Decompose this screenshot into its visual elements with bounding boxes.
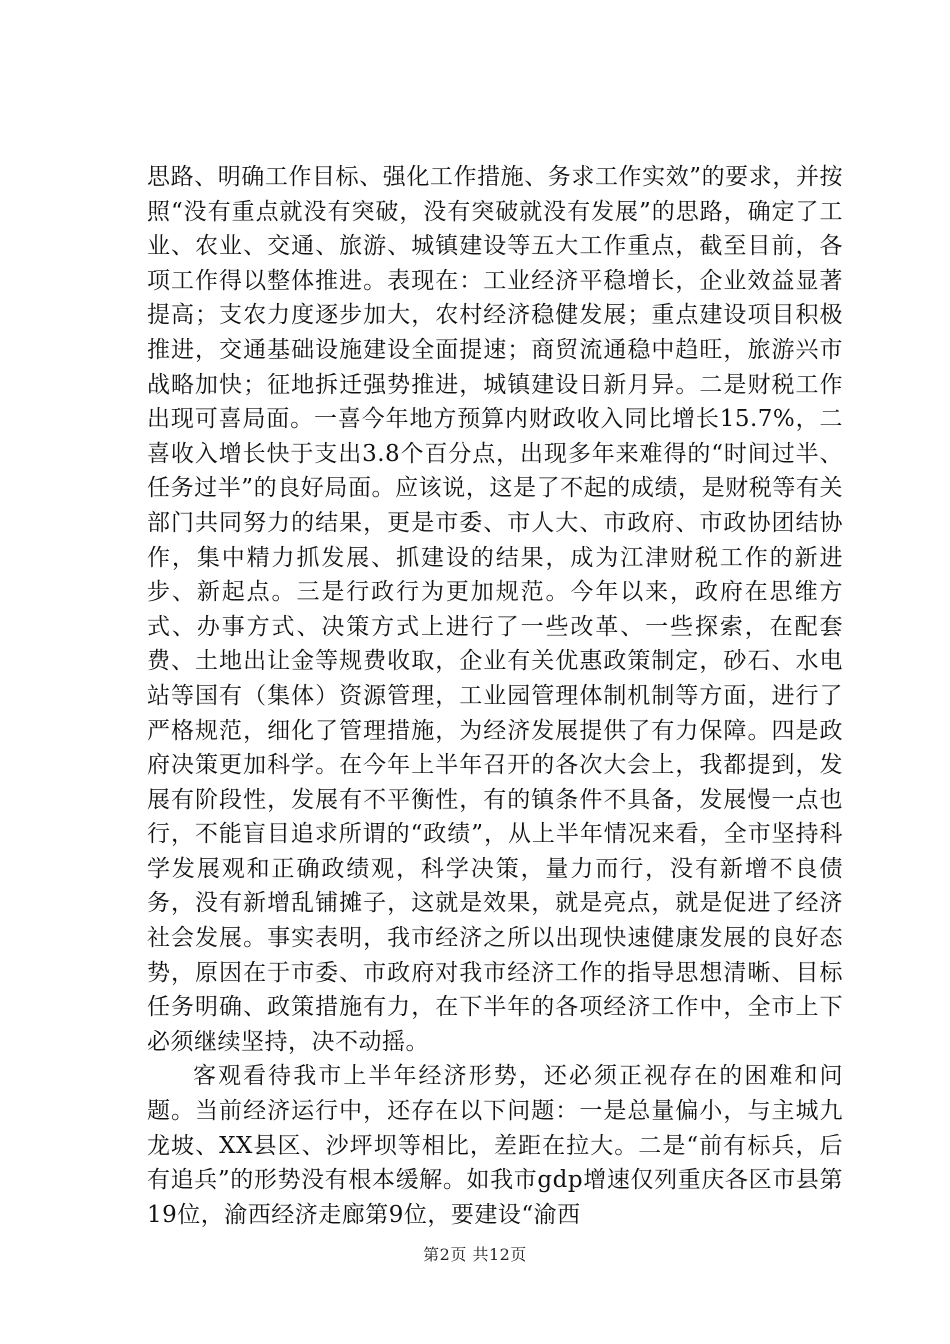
paragraph-problems: 客观看待我市上半年经济形势，还必须正视存在的困难和问题。当前经济运行中，还存在以下问题：一是总量偏小，与主城九龙坡、XX县区、沙坪坝等相比，差距在拉大。二是“前有标兵，后有追兵”的形势没有根本缓解。如我市gdp增速仅列重庆各区市县第19位，渝西经济走廊第9位，要建设“渝西 xyxy=(147,1063,843,1228)
paragraph-continued: 思路、明确工作目标、强化工作措施、务求工作实效”的要求，并按照“没有重点就没有突破，没有突破就没有发展”的思路，确定了工业、农业、交通、旅游、城镇建设等五大工作重点，截至目前，各项工作得以整体推进。表现在：工业经济平稳增长，企业效益显著提高；支农力度逐步加大，农村经济稳健发展；重点建设项目积极推进，交通基础设施建设全面提速；商贸流通稳中趋旺，旅游兴市战略加快；征地拆迁强势推进，城镇建设日新月异。二是财税工作出现可喜局面。一喜今年地方预算内财政收入同比增长15.7%，二喜收入增长快于支出3.8个百分点，出现多年来难得的“时间过半、任务过半”的良好局面。应该说，这是了不起的成绩，是财税等有关部门共同努力的结果，更是市委、市人大、市政府、市政协团结协作，集中精力抓发展、抓建设的结果，成为江津财税工作的新进步、新起点。三是行政行为更加规范。今年以来，政府在思维方式、办事方式、决策方式上进行了一些改革、一些探索，在配套费、土地出让金等规费收取，企业有关优惠政策制定，砂石、水电站等国有（集体）资源管理，工业园管理体制机制等方面，进行了严格规范，细化了管理措施，为经济发展提供了有力保障。四是政府决策更加科学。在今年上半年召开的各次大会上，我都提到，发展有阶段性，发展有不平衡性，有的镇条件不具备，发展慢一点也行，不能盲目追求所谓的“政绩”，从上半年情况来看，全市坚持科学发展观和正确政绩观，科学决策，量力而行，没有新增不良债务，没有新增乱铺摊子，这就是效果，就是亮点，就是促进了经济社会发展。事实表明，我市经济之所以出现快速健康发展的良好态势，原因在于市委、市政府对我市经济工作的指导思想清晰、目标任务明确、政策措施有力，在下半年的各项经济工作中，全市上下必须继续坚持，决不动摇。 xyxy=(147,164,843,1055)
document-body xyxy=(147,160,843,1232)
page-footer: 第2页 共12页 xyxy=(423,1245,527,1264)
